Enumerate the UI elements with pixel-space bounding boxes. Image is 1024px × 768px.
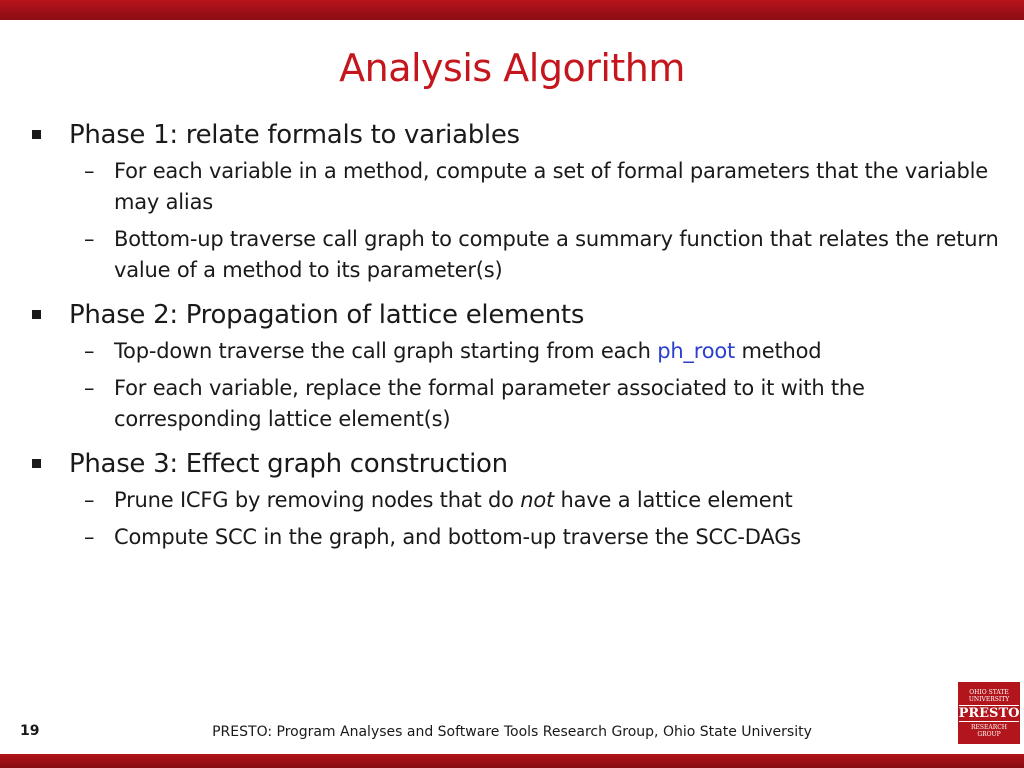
page-number: 19 <box>20 723 40 739</box>
presto-logo <box>958 682 1020 744</box>
sub-bullet-text-pre: Top-down traverse the call graph starting from each <box>114 339 658 363</box>
bullet-text: Phase 2: Propagation of lattice elements <box>69 300 585 330</box>
logo-main: PRESTO <box>958 705 1020 721</box>
sub-bullet-text: Bottom-up traverse call graph to compute a summary function that relates the return value of a method to its parameter(s) <box>114 227 999 282</box>
logo-line: GROUP <box>977 730 1001 738</box>
dash-icon: – <box>84 159 95 183</box>
bullet-item <box>32 300 1017 330</box>
footer-text: PRESTO: Program Analyses and Software Tools Research Group, Ohio State University <box>212 724 812 740</box>
sub-bullet-item <box>32 373 1017 435</box>
square-bullet-icon <box>32 459 41 468</box>
bullet-item <box>32 120 1017 150</box>
bullet-text: Phase 1: relate formals to variables <box>69 120 520 150</box>
sub-bullet-text: For each variable, replace the formal parameter associated to it with the corresponding lattice element(s) <box>114 376 865 431</box>
sub-bullet-item <box>32 336 1017 367</box>
sub-bullet-text: Compute SCC in the graph, and bottom-up traverse the SCC-DAGs <box>114 525 802 549</box>
dash-icon: – <box>84 339 95 363</box>
bullet-group <box>32 449 1017 553</box>
dash-icon: – <box>84 376 95 400</box>
bullet-group <box>32 120 1017 286</box>
top-bar <box>0 0 1024 20</box>
bullet-group <box>32 300 1017 435</box>
sub-bullet-text-pre: Prune ICFG by removing nodes that do <box>114 488 521 512</box>
sub-bullet-text-post: have a lattice element <box>554 488 793 512</box>
sub-bullet-item <box>32 485 1017 516</box>
square-bullet-icon <box>32 310 41 319</box>
slide-content <box>32 120 1017 567</box>
keyword-ph-root: ph_root <box>657 339 736 363</box>
dash-icon: – <box>84 227 95 251</box>
sub-bullet-text-post: method <box>735 339 822 363</box>
square-bullet-icon <box>32 130 41 139</box>
bullet-text: Phase 3: Effect graph construction <box>69 449 508 479</box>
logo-line: RESEARCH <box>970 723 1008 731</box>
dash-icon: – <box>84 525 95 549</box>
dash-icon: – <box>84 488 95 512</box>
logo-line: UNIVERSITY <box>968 695 1010 703</box>
bottom-bar <box>0 754 1024 768</box>
emphasis-not: not <box>520 488 555 512</box>
bullet-item <box>32 449 1017 479</box>
sub-bullet-item <box>32 224 1017 286</box>
slide-title: Analysis Algorithm <box>339 46 685 90</box>
sub-bullet-item <box>32 156 1017 218</box>
sub-bullet-item <box>32 522 1017 553</box>
sub-bullet-text: For each variable in a method, compute a set of formal parameters that the variable may alias <box>114 159 988 214</box>
logo-line: OHIO STATE <box>969 688 1009 696</box>
